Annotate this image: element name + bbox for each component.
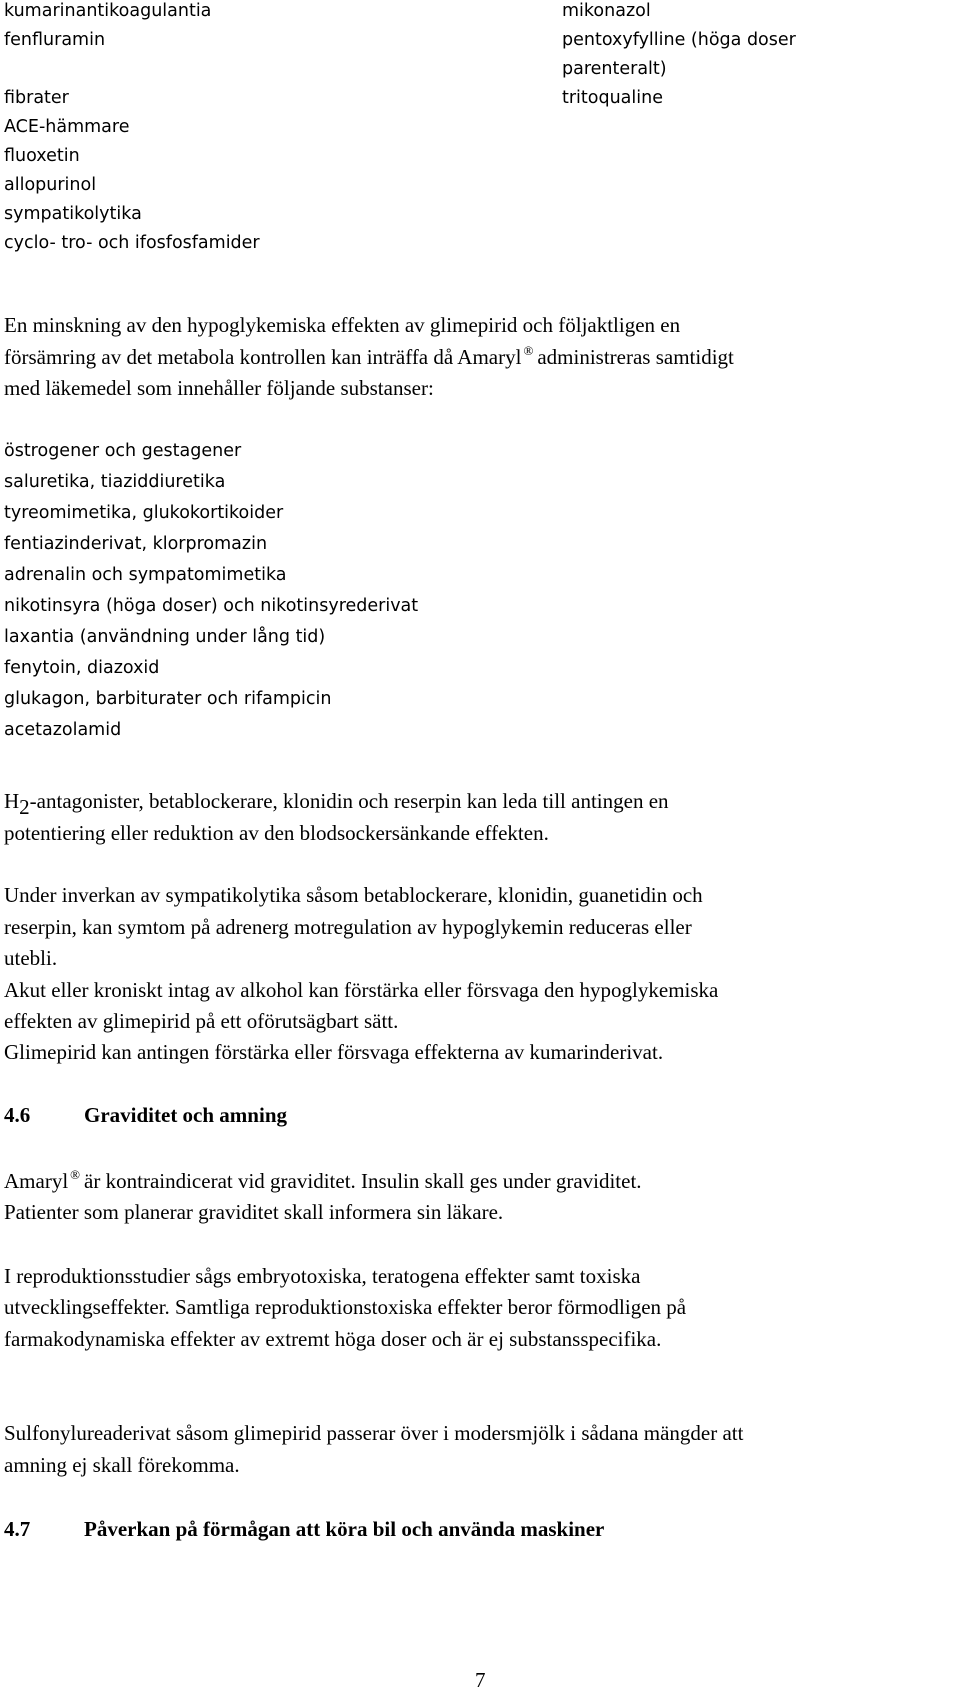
substance-item: laxantia (användning under lång tid)	[4, 627, 326, 647]
paragraph-line: Sulfonylureaderivat såsom glimepirid passerar över i modersmjölk i sådana mängder att	[4, 1421, 744, 1445]
section-number: 4.6	[4, 1103, 31, 1127]
substance-item: glukagon, barbiturater och rifampicin	[4, 689, 332, 709]
substance-item: adrenalin och sympatomimetika	[4, 565, 287, 585]
paragraph-line: Akut eller kroniskt intag av alkohol kan förstärka eller försvaga den hypoglykemiska	[4, 978, 719, 1002]
section-title: Graviditet och amning	[84, 1103, 287, 1127]
interaction-item: allopurinol	[4, 175, 97, 195]
paragraph-line	[4, 342, 734, 373]
section-number: 4.7	[4, 1517, 31, 1541]
subscript: 2	[19, 795, 30, 819]
substance-item: fentiazinderivat, klorpromazin	[4, 534, 268, 554]
paragraph-line	[4, 786, 669, 817]
substance-item: nikotinsyra (höga doser) och nikotinsyrederivat	[4, 596, 419, 616]
paragraph-line: amning ej skall förekomma.	[4, 1453, 240, 1477]
section-heading	[4, 1100, 30, 1131]
interaction-item: fluoxetin	[4, 146, 80, 166]
paragraph-line: utvecklingseffekter. Samtliga reproduktionstoxiska effekter beror förmodligen på	[4, 1295, 687, 1319]
registered-mark: ®	[70, 1167, 81, 1182]
paragraph-text: H	[4, 789, 20, 813]
interaction-item: mikonazol	[562, 1, 651, 21]
substance-item: acetazolamid	[4, 720, 122, 740]
paragraph-line: farmakodynamiska effekter av extremt höga doser och är ej substansspecifika.	[4, 1327, 662, 1351]
paragraph-text: Amaryl	[4, 1169, 69, 1193]
substance-item: fenytoin, diazoxid	[4, 658, 160, 678]
paragraph-text: administreras samtidigt	[537, 345, 734, 369]
paragraph-line: I reproduktionsstudier sågs embryotoxiska, teratogena effekter samt toxiska	[4, 1264, 641, 1288]
paragraph-line: En minskning av den hypoglykemiska effekten av glimepirid och följaktligen en	[4, 313, 681, 337]
interaction-item: parenteralt)	[562, 59, 667, 79]
paragraph-text: -antagonister, betablockerare, klonidin och reserpin kan leda till antingen en	[29, 789, 669, 813]
interaction-item: tritoqualine	[562, 88, 663, 108]
substance-item: östrogener och gestagener	[4, 441, 242, 461]
paragraph-text: försämring av det metabola kontrollen kan inträffa då Amaryl	[4, 345, 522, 369]
paragraph-line: Glimepirid kan antingen förstärka eller försvaga effekterna av kumarinderivat.	[4, 1040, 664, 1064]
paragraph-line: potentiering eller reduktion av den blodsockersänkande effekten.	[4, 821, 549, 845]
interaction-item: kumarinantikoagulantia	[4, 1, 212, 21]
section-title: Påverkan på förmågan att köra bil och använda maskiner	[84, 1517, 605, 1541]
paragraph-line: Patienter som planerar graviditet skall informera sin läkare.	[4, 1200, 504, 1224]
interaction-item: cyclo- tro- och ifosfosfamider	[4, 233, 260, 253]
interaction-item: ACE-hämmare	[4, 117, 130, 137]
paragraph-line: effekten av glimepirid på ett oförutsägbart sätt.	[4, 1009, 399, 1033]
paragraph-text: är kontraindicerat vid graviditet. Insulin skall ges under graviditet.	[84, 1169, 642, 1193]
substance-item: tyreomimetika, glukokortikoider	[4, 503, 284, 523]
substance-item: saluretika, tiaziddiuretika	[4, 472, 226, 492]
paragraph-line: med läkemedel som innehåller följande substanser:	[4, 376, 434, 400]
interaction-item: sympatikolytika	[4, 204, 142, 224]
paragraph-line	[4, 1166, 642, 1197]
interaction-item: fibrater	[4, 88, 69, 108]
interaction-item: pentoxyfylline (höga doser	[562, 30, 796, 50]
paragraph-line: Under inverkan av sympatikolytika såsom betablockerare, klonidin, guanetidin och	[4, 883, 703, 907]
page-number: 7	[475, 1668, 486, 1692]
paragraph-line: utebli.	[4, 946, 58, 970]
paragraph-line: reserpin, kan symtom på adrenerg motregulation av hypoglykemin reduceras eller	[4, 915, 692, 939]
registered-mark: ®	[523, 343, 534, 358]
interaction-item: fenfluramin	[4, 30, 106, 50]
section-heading	[4, 1514, 30, 1545]
